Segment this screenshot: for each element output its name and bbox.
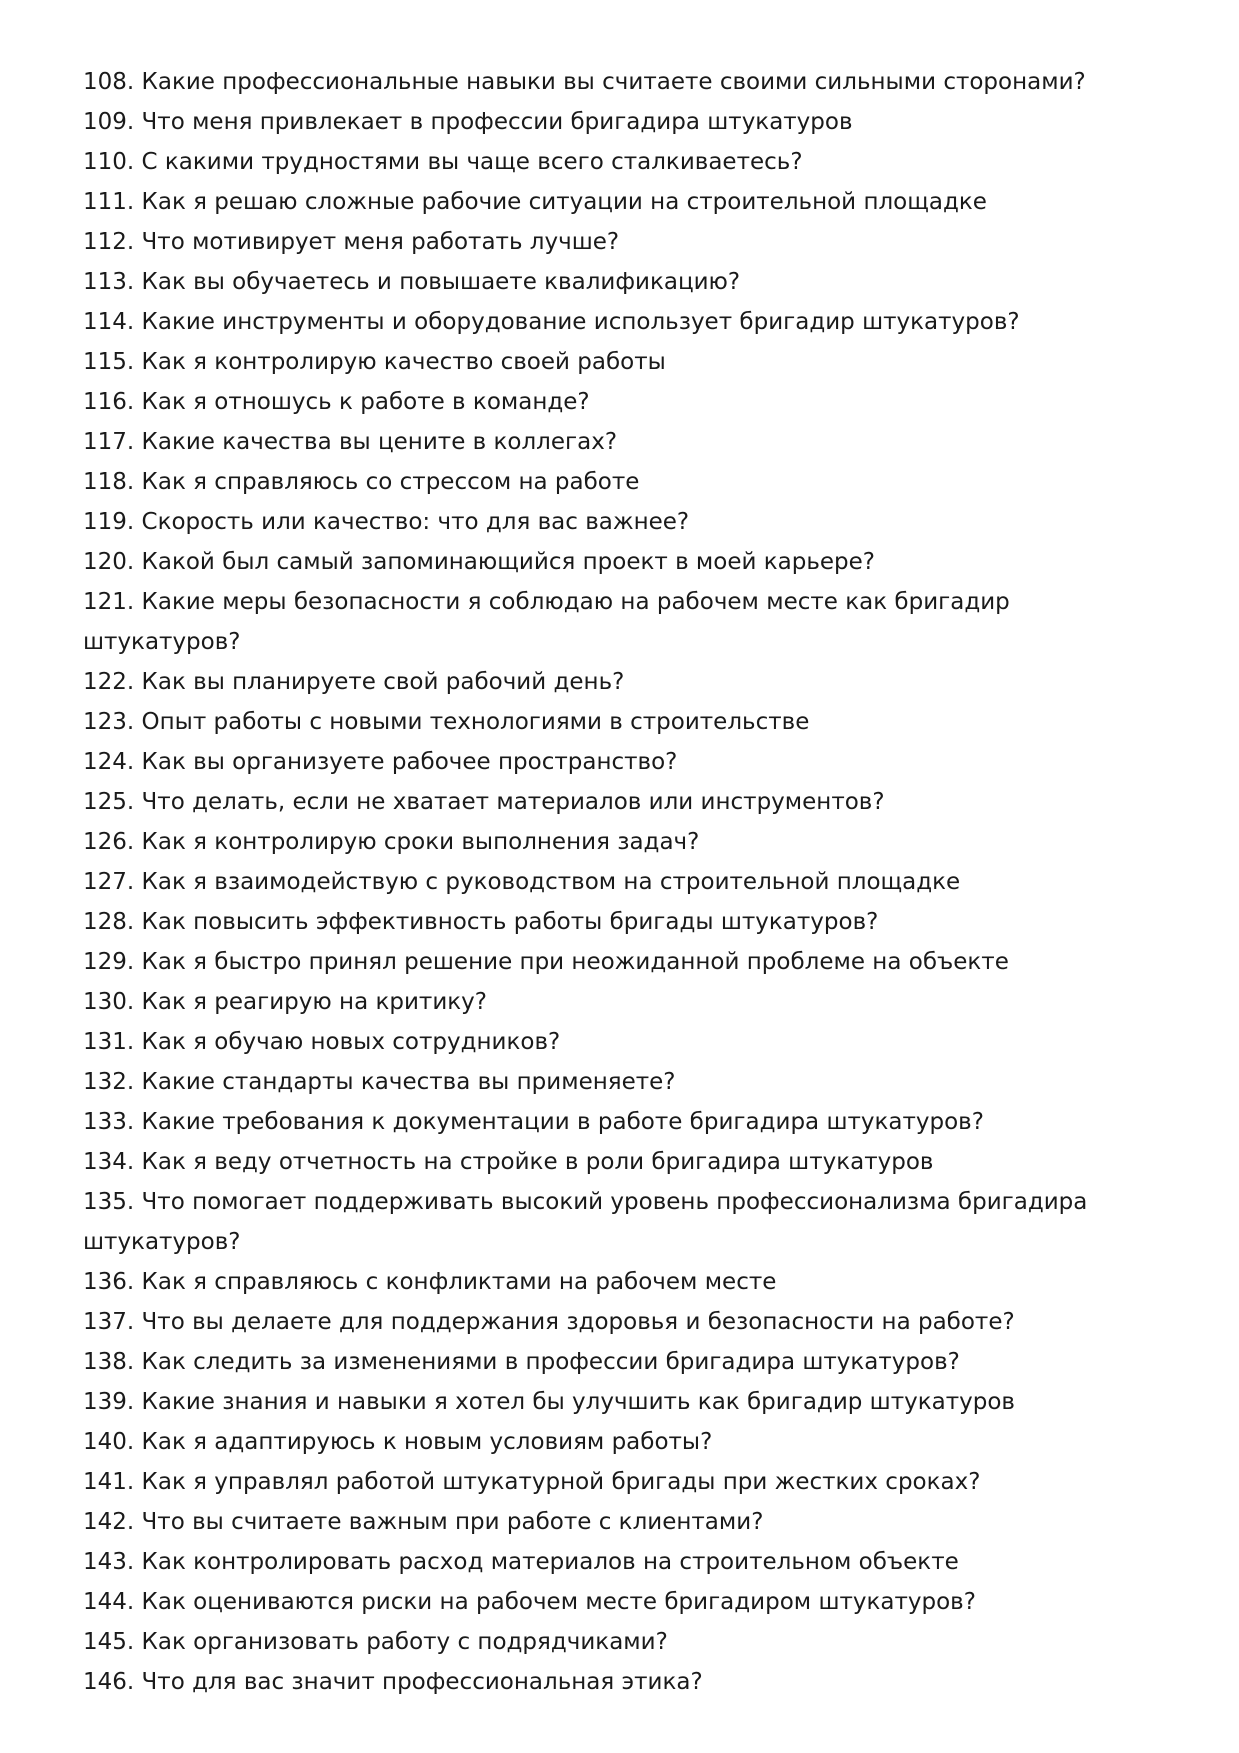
question-item: 126. Как я контролирую сроки выполнения задач? xyxy=(83,829,700,855)
question-item: 127. Как я взаимодействую с руководством на строительной площадке xyxy=(83,869,961,895)
question-item: 132. Какие стандарты качества вы применяете? xyxy=(83,1069,676,1095)
question-item: 116. Как я отношусь к работе в команде? xyxy=(83,389,590,415)
question-item: 112. Что мотивирует меня работать лучше? xyxy=(83,229,620,255)
question-item: 114. Какие инструменты и оборудование использует бригадир штукатуров? xyxy=(83,309,1020,335)
question-item: 140. Как я адаптируюсь к новым условиям работы? xyxy=(83,1429,713,1455)
question-item: 134. Как я веду отчетность на стройке в роли бригадира штукатуров xyxy=(83,1149,934,1175)
question-item: 131. Как я обучаю новых сотрудников? xyxy=(83,1029,561,1055)
question-item: 142. Что вы считаете важным при работе с клиентами? xyxy=(83,1509,764,1535)
question-item: 119. Скорость или качество: что для вас важнее? xyxy=(83,509,690,535)
question-item: 129. Как я быстро принял решение при неожиданной проблеме на объекте xyxy=(83,949,1009,975)
question-item: 120. Какой был самый запоминающийся проект в моей карьере? xyxy=(83,549,876,575)
question-item: 121. Какие меры безопасности я соблюдаю на рабочем месте как бригадир штукатуров? xyxy=(83,589,1010,655)
question-item: 139. Какие знания и навыки я хотел бы улучшить как бригадир штукатуров xyxy=(83,1389,1015,1415)
question-item: 118. Как я справляюсь со стрессом на работе xyxy=(83,469,640,495)
question-item: 141. Как я управлял работой штукатурной бригады при жестких сроках? xyxy=(83,1469,981,1495)
question-item: 110. С какими трудностями вы чаще всего сталкиваетесь? xyxy=(83,149,803,175)
question-item: 111. Как я решаю сложные рабочие ситуации на строительной площадке xyxy=(83,189,987,215)
question-item: 123. Опыт работы с новыми технологиями в строительстве xyxy=(83,709,810,735)
question-item: 146. Что для вас значит профессиональная этика? xyxy=(83,1669,703,1695)
question-item: 130. Как я реагирую на критику? xyxy=(83,989,487,1015)
question-item: 109. Что меня привлекает в профессии бригадира штукатуров xyxy=(83,109,853,135)
question-item: 133. Какие требования к документации в работе бригадира штукатуров? xyxy=(83,1109,984,1135)
question-item: 122. Как вы планируете свой рабочий день? xyxy=(83,669,625,695)
question-list xyxy=(83,62,1163,1702)
question-item: 113. Как вы обучаетесь и повышаете квалификацию? xyxy=(83,269,741,295)
question-item: 128. Как повысить эффективность работы бригады штукатуров? xyxy=(83,909,879,935)
question-item: 138. Как следить за изменениями в профессии бригадира штукатуров? xyxy=(83,1349,960,1375)
question-item: 135. Что помогает поддерживать высокий уровень профессионализма бригадира штукатуров? xyxy=(83,1189,1088,1255)
question-item: 136. Как я справляюсь с конфликтами на рабочем месте xyxy=(83,1269,777,1295)
question-item: 117. Какие качества вы цените в коллегах? xyxy=(83,429,618,455)
question-item: 145. Как организовать работу с подрядчиками? xyxy=(83,1629,668,1655)
question-item: 143. Как контролировать расход материалов на строительном объекте xyxy=(83,1549,959,1575)
question-item: 144. Как оцениваются риски на рабочем месте бригадиром штукатуров? xyxy=(83,1589,976,1615)
question-item: 125. Что делать, если не хватает материалов или инструментов? xyxy=(83,789,885,815)
question-item: 137. Что вы делаете для поддержания здоровья и безопасности на работе? xyxy=(83,1309,1015,1335)
question-item: 108. Какие профессиональные навыки вы считаете своими сильными сторонами? xyxy=(83,69,1086,95)
question-item: 115. Как я контролирую качество своей работы xyxy=(83,349,666,375)
question-item: 124. Как вы организуете рабочее пространство? xyxy=(83,749,678,775)
